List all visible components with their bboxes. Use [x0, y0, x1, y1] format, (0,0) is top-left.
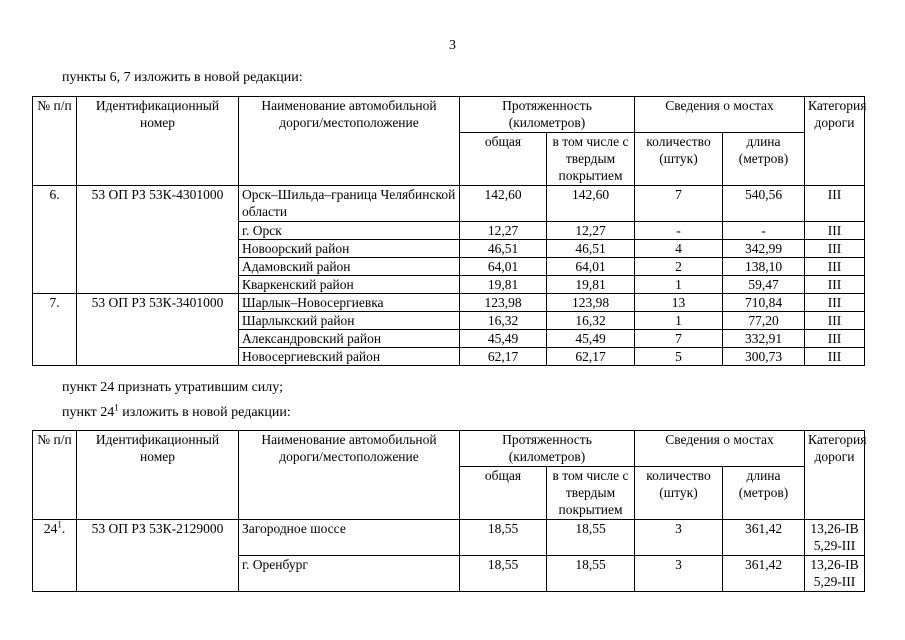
length-hard: 18,55	[547, 556, 635, 592]
road-category: III	[805, 258, 865, 276]
length-total: 142,60	[460, 186, 547, 222]
length-total: 45,49	[460, 330, 547, 348]
intro-3-suffix: изложить в новой редакции:	[118, 405, 291, 420]
length-total: 123,98	[460, 294, 547, 312]
road-name: Орск–Шильда–граница Челябинской области	[239, 186, 460, 222]
road-name: г. Оренбург	[239, 556, 460, 592]
header-bridges-count: количество (штук)	[635, 133, 723, 186]
road-name: г. Орск	[239, 222, 460, 240]
road-name: Шарлык–Новосергиевка	[239, 294, 460, 312]
header-num: № п/п	[33, 431, 77, 520]
bridges-length: 710,84	[723, 294, 805, 312]
road-name: Шарлыкский район	[239, 312, 460, 330]
bridges-count: 4	[635, 240, 723, 258]
road-category-line-2: 5,29-III	[813, 574, 856, 589]
length-hard: 16,32	[547, 312, 635, 330]
length-total: 18,55	[460, 556, 547, 592]
road-id: 53 ОП РЗ 53К-3401000	[77, 294, 239, 366]
length-total: 19,81	[460, 276, 547, 294]
length-hard: 19,81	[547, 276, 635, 294]
bridges-length: 300,73	[723, 348, 805, 366]
road-name: Адамовский район	[239, 258, 460, 276]
roads-table-2	[32, 430, 865, 592]
header-category: Категория дороги	[805, 431, 865, 520]
header-length: Протяженность (километров)	[460, 431, 635, 467]
road-category-line-2: 5,29-III	[813, 538, 856, 553]
bridges-length: 77,20	[723, 312, 805, 330]
road-id: 53 ОП РЗ 53К-2129000	[77, 520, 239, 592]
road-category	[805, 556, 865, 592]
row-number: 6.	[33, 186, 77, 294]
row-number	[33, 520, 77, 592]
length-hard: 64,01	[547, 258, 635, 276]
length-hard: 142,60	[547, 186, 635, 222]
header-bridges-length: длина (метров)	[723, 467, 805, 520]
length-total: 18,55	[460, 520, 547, 556]
length-total: 62,17	[460, 348, 547, 366]
intro-paragraph-3	[62, 402, 291, 421]
roads-table-1-body	[33, 186, 865, 366]
length-hard: 62,17	[547, 348, 635, 366]
road-category-line-1: 13,26-IB	[810, 521, 859, 536]
intro-3-sup: 1	[114, 402, 119, 413]
header-category: Категория дороги	[805, 97, 865, 186]
bridges-length: 361,42	[723, 556, 805, 592]
length-total: 46,51	[460, 240, 547, 258]
road-category: III	[805, 276, 865, 294]
header-length-hard: в том числе с твердым покрытием	[547, 133, 635, 186]
road-name: Кваркенский район	[239, 276, 460, 294]
bridges-count: 7	[635, 186, 723, 222]
road-category: III	[805, 348, 865, 366]
row-number-suffix: .	[61, 521, 66, 536]
road-name: Загородное шоссе	[239, 520, 460, 556]
length-total: 12,27	[460, 222, 547, 240]
bridges-length: 540,56	[723, 186, 805, 222]
road-category: III	[805, 312, 865, 330]
bridges-length: -	[723, 222, 805, 240]
bridges-length: 59,47	[723, 276, 805, 294]
road-name: Александровский район	[239, 330, 460, 348]
road-category: III	[805, 240, 865, 258]
roads-table-1	[32, 96, 865, 366]
bridges-count: -	[635, 222, 723, 240]
bridges-count: 7	[635, 330, 723, 348]
header-length-total: общая	[460, 133, 547, 186]
road-name: Новосергиевский район	[239, 348, 460, 366]
header-bridges-length: длина (метров)	[723, 133, 805, 186]
table-row	[33, 294, 865, 312]
length-hard: 45,49	[547, 330, 635, 348]
header-length-hard: в том числе с твердым покрытием	[547, 467, 635, 520]
row-number-sup: 1	[57, 519, 62, 530]
intro-paragraph-2: пункт 24 признать утратившим силу;	[62, 380, 283, 395]
header-name: Наименование автомобильной дороги/местоположение	[239, 431, 460, 520]
header-id: Идентификационный номер	[77, 97, 239, 186]
header-id: Идентификационный номер	[77, 431, 239, 520]
bridges-count: 3	[635, 556, 723, 592]
bridges-count: 13	[635, 294, 723, 312]
road-category: III	[805, 186, 865, 222]
page-number: 3	[449, 38, 456, 53]
bridges-count: 2	[635, 258, 723, 276]
length-hard: 46,51	[547, 240, 635, 258]
bridges-length: 342,99	[723, 240, 805, 258]
bridges-count: 3	[635, 520, 723, 556]
road-category: III	[805, 222, 865, 240]
length-hard: 123,98	[547, 294, 635, 312]
header-num: № п/п	[33, 97, 77, 186]
row-number-main: 24	[43, 521, 58, 536]
length-hard: 12,27	[547, 222, 635, 240]
roads-table-2-body	[33, 520, 865, 592]
header-length: Протяженность (километров)	[460, 97, 635, 133]
intro-3-prefix: пункт 24	[62, 405, 115, 420]
header-name: Наименование автомобильной дороги/местоположение	[239, 97, 460, 186]
row-number: 7.	[33, 294, 77, 366]
road-category	[805, 520, 865, 556]
intro-paragraph-1: пункты 6, 7 изложить в новой редакции:	[62, 70, 303, 85]
bridges-count: 1	[635, 276, 723, 294]
bridges-length: 332,91	[723, 330, 805, 348]
header-bridges: Сведения о мостах	[635, 431, 805, 467]
header-bridges-count: количество (штук)	[635, 467, 723, 520]
road-id: 53 ОП РЗ 53К-4301000	[77, 186, 239, 294]
table-row	[33, 186, 865, 222]
length-total: 64,01	[460, 258, 547, 276]
road-category-line-1: 13,26-IB	[810, 557, 859, 572]
length-total: 16,32	[460, 312, 547, 330]
road-name: Новоорский район	[239, 240, 460, 258]
length-hard: 18,55	[547, 520, 635, 556]
road-category: III	[805, 294, 865, 312]
table-row	[33, 520, 865, 556]
bridges-count: 5	[635, 348, 723, 366]
bridges-length: 138,10	[723, 258, 805, 276]
bridges-count: 1	[635, 312, 723, 330]
header-bridges: Сведения о мостах	[635, 97, 805, 133]
road-category: III	[805, 330, 865, 348]
header-length-total: общая	[460, 467, 547, 520]
bridges-length: 361,42	[723, 520, 805, 556]
